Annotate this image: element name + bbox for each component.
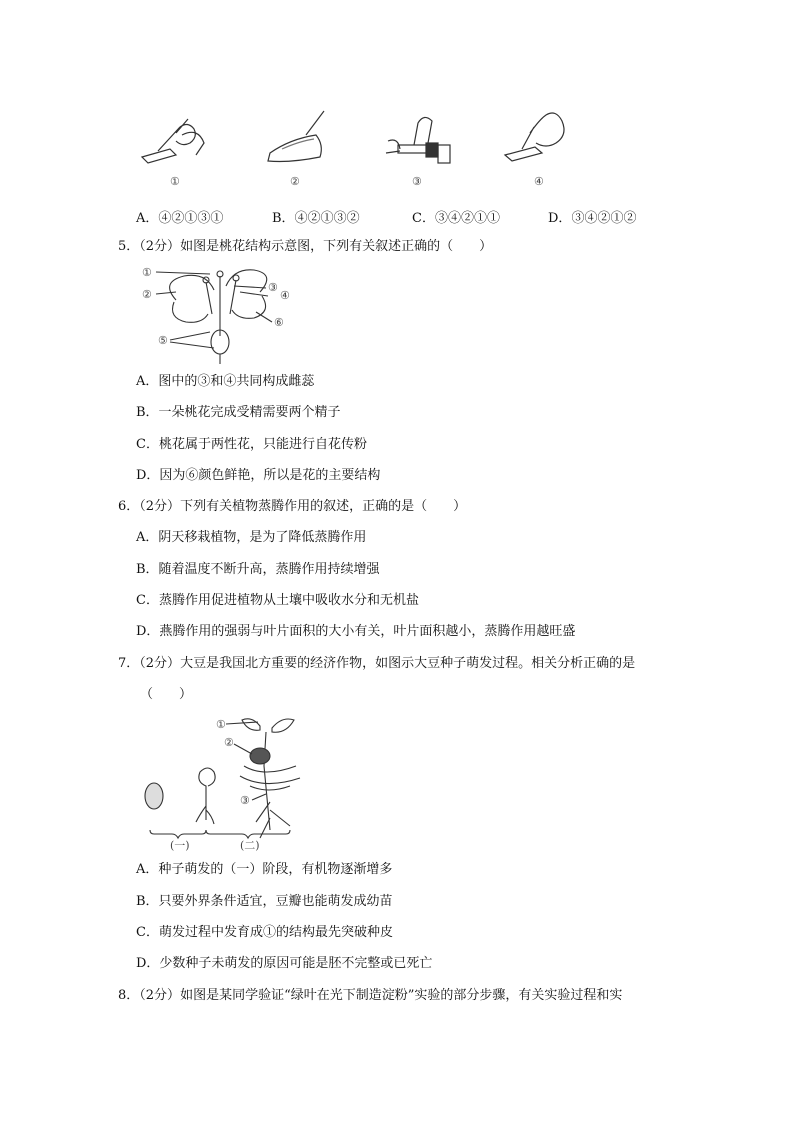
flower-label-1: ① [142,266,152,279]
q6-option-a[interactable]: A．阴天移栽植物，是为了降低蒸腾作用 [136,530,367,545]
step-1-drawing [142,119,204,163]
stage-label-2: (二) [240,839,260,852]
soybean-germination-figure [140,710,320,852]
q4-option-c[interactable]: C．③④②①① [412,211,500,226]
q7-option-a[interactable]: A．种子萌发的（一）阶段，有机物逐渐增多 [136,862,393,877]
soybean-germination-drawing [140,710,320,852]
flower-label-2: ② [142,288,152,301]
slide-steps-figure [130,105,600,195]
q4-option-a[interactable]: A．④②①③① [136,211,224,226]
q4-options [136,207,696,227]
step-3-label: ③ [412,175,422,188]
q7-option-b[interactable]: B．只要外界条件适宜，豆瓣也能萌发成幼苗 [136,894,393,909]
step-2-label: ② [290,175,300,188]
q7-stem: 7．（2分）大豆是我国北方重要的经济作物，如图示大豆种子萌发过程。相关分析正确的是 [118,656,636,671]
flower-label-5: ⑤ [158,334,168,347]
stage-label-1: (一) [170,839,190,852]
q4-option-b[interactable]: B．④②①③② [272,211,360,226]
q8-stem: 8．（2分）如图是某同学验证“绿叶在光下制造淀粉”实验的部分步骤，有关实验过程和实 [118,988,623,1003]
q6-stem: 6．（2分）下列有关植物蒸腾作用的叙述，正确的是（ ） [118,499,467,514]
q7-stem-cont: （ ） [140,687,193,702]
q5-stem: 5．（2分）如图是桃花结构示意图，下列有关叙述正确的（ ） [118,239,493,254]
peach-flower-figure [140,262,300,364]
flower-label-4: ④ [280,289,290,302]
step-4-drawing [505,113,564,161]
q4-option-d[interactable]: D．③④②①② [548,211,637,226]
q5-option-a[interactable]: A．图中的③和④共同构成雌蕊 [136,374,315,389]
q5-option-c[interactable]: C．桃花属于两性花，只能进行自花传粉 [136,437,367,452]
q7-option-d[interactable]: D．少数种子未萌发的原因可能是胚不完整或已死亡 [136,956,433,971]
slide-steps-drawing [130,105,600,195]
flower-label-3: ③ [268,281,278,294]
q5-option-d[interactable]: D．因为⑥颜色鲜艳，所以是花的主要结构 [136,468,381,483]
q5-option-b[interactable]: B．一朵桃花完成受精需要两个精子 [136,405,341,420]
q6-option-d[interactable]: D．燕腾作用的强弱与叶片面积的大小有关，叶片面积越小，蒸腾作用越旺盛 [136,624,576,639]
step-4-label: ④ [534,175,544,188]
peach-flower-drawing [140,262,300,364]
q6-option-b[interactable]: B．随着温度不断升高，蒸腾作用持续增强 [136,562,380,577]
step-2-drawing [268,111,324,162]
flower-label-6: ⑥ [274,316,284,329]
q7-option-c[interactable]: C．萌发过程中发育成①的结构最先突破种皮 [136,925,393,940]
soybean-label-3: ③ [240,794,250,807]
soybean-label-2: ② [224,736,234,749]
q6-option-c[interactable]: C．蒸腾作用促进植物从土壤中吸收水分和无机盐 [136,593,419,608]
soybean-label-1: ① [216,718,226,731]
step-3-drawing [386,117,450,163]
step-1-label: ① [170,175,180,188]
